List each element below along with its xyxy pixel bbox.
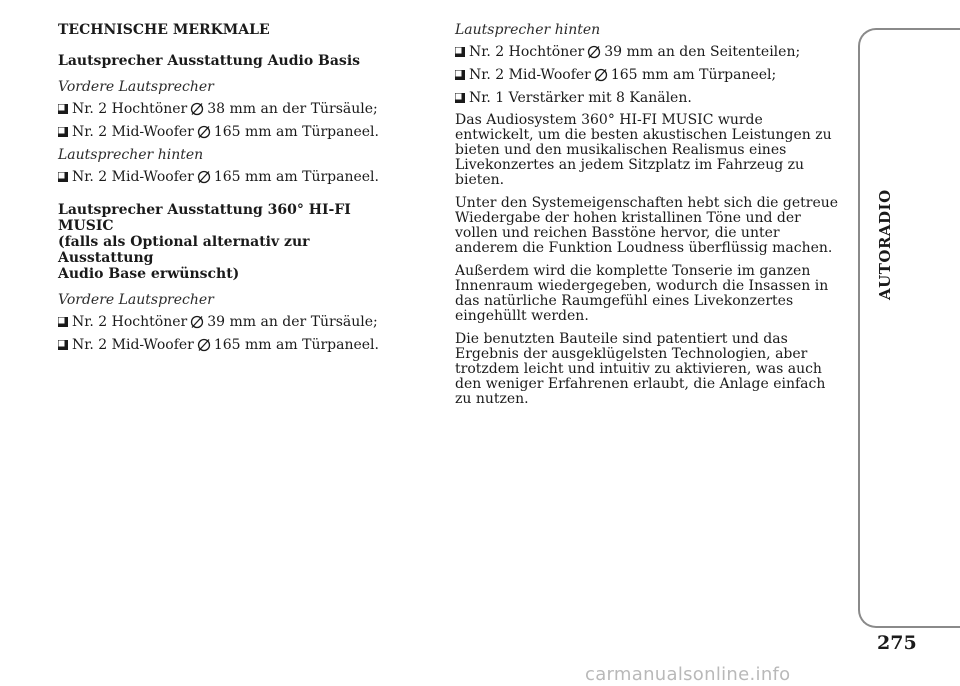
page-number: 275 bbox=[877, 632, 917, 654]
diameter-icon bbox=[593, 67, 609, 83]
front-speakers-label: Vordere Lautsprecher bbox=[58, 292, 214, 308]
item-text-pre: Nr. 2 Mid-Woofer bbox=[72, 124, 194, 140]
paragraph: Das Audiosystem 360° HI-FI MUSIC wurde entwickelt, um die besten akustischen Leistungen zu bieten und den musikalischen Realismus eines Livekonzertes an jedem Sitzplatz im Fahrzeug zu bieten. bbox=[455, 112, 832, 188]
checkbox-bullet-icon bbox=[58, 172, 68, 182]
list-item bbox=[455, 44, 845, 60]
checkbox-bullet-icon bbox=[455, 93, 465, 103]
item-text-pre: Nr. 2 Hochtöner bbox=[72, 101, 188, 117]
diameter-icon bbox=[189, 314, 205, 330]
checkbox-bullet-icon bbox=[455, 47, 465, 57]
item-text-pre: Nr. 2 Hochtöner bbox=[72, 314, 188, 330]
item-text-post: 165 mm am Türpaneel. bbox=[213, 124, 379, 140]
checkbox-bullet-icon bbox=[58, 317, 68, 327]
item-text-pre: Nr. 2 Mid-Woofer bbox=[469, 67, 591, 83]
item-text-pre: Nr. 2 Hochtöner bbox=[469, 44, 585, 60]
left-column bbox=[58, 22, 406, 360]
item-text-post: 165 mm am Türpaneel; bbox=[610, 67, 777, 83]
checkbox-bullet-icon bbox=[58, 340, 68, 350]
item-text-pre: Nr. 2 Mid-Woofer bbox=[72, 337, 194, 353]
checkbox-bullet-icon bbox=[58, 104, 68, 114]
item-text-post: 165 mm am Türpaneel. bbox=[213, 169, 379, 185]
list-item bbox=[58, 169, 406, 185]
hifi-title-line: (falls als Optional alternativ zur Ausstattung bbox=[58, 234, 310, 266]
item-text-post: 39 mm an der Türsäule; bbox=[207, 314, 378, 330]
section-tab bbox=[858, 28, 960, 628]
section-heading: TECHNISCHE MERKMALE bbox=[58, 22, 270, 38]
item-text-pre: Nr. 2 Mid-Woofer bbox=[72, 169, 194, 185]
list-item bbox=[58, 101, 406, 117]
diameter-icon bbox=[196, 124, 212, 140]
list-item bbox=[58, 337, 406, 353]
diameter-icon bbox=[196, 337, 212, 353]
diameter-icon bbox=[189, 101, 205, 117]
list-item bbox=[58, 314, 406, 330]
paragraph: Unter den Systemeigenschaften hebt sich die getreue Wiedergabe der hohen kristallinen Töne und der vollen und reichen Basstöne hervor, die unter anderem die Funktion Loudness überflüssig machen. bbox=[455, 195, 839, 256]
checkbox-bullet-icon bbox=[455, 70, 465, 80]
hifi-title-line: Lautsprecher Ausstattung 360° HI-FI MUSIC bbox=[58, 202, 351, 234]
item-text-post: 165 mm am Türpaneel. bbox=[213, 337, 379, 353]
list-item bbox=[455, 90, 845, 106]
right-column bbox=[455, 22, 845, 415]
rear-speakers-label: Lautsprecher hinten bbox=[455, 22, 601, 38]
hifi-title-line: Audio Base erwünscht) bbox=[58, 266, 240, 282]
list-item bbox=[58, 124, 406, 140]
rear-speakers-label: Lautsprecher hinten bbox=[58, 147, 204, 163]
front-speakers-label: Vordere Lautsprecher bbox=[58, 79, 214, 95]
paragraph: Außerdem wird die komplette Tonserie im ganzen Innenraum wiedergegeben, wodurch die Insassen in das natürliche Raumgefühl eines Livekonzertes eingehüllt werden. bbox=[455, 263, 829, 324]
item-text-post: 39 mm an den Seitenteilen; bbox=[604, 44, 801, 60]
basis-title: Lautsprecher Ausstattung Audio Basis bbox=[58, 53, 361, 69]
item-text: Nr. 1 Verstärker mit 8 Kanälen. bbox=[469, 90, 692, 106]
section-tab-label: AUTORADIO bbox=[876, 189, 894, 300]
checkbox-bullet-icon bbox=[58, 127, 68, 137]
paragraph: Die benutzten Bauteile sind patentiert und das Ergebnis der ausgeklügelsten Technologien, aber trotzdem leicht und intuitiv zu aktivieren, was auch den weniger Erfahrenen erlaubt, die Anlage einfach zu nutzen. bbox=[455, 331, 826, 407]
item-text-post: 38 mm an der Türsäule; bbox=[207, 101, 378, 117]
hifi-title bbox=[58, 202, 406, 282]
list-item bbox=[455, 67, 845, 83]
watermark: carmanualsonline.info bbox=[585, 664, 791, 685]
diameter-icon bbox=[586, 44, 602, 60]
diameter-icon bbox=[196, 169, 212, 185]
